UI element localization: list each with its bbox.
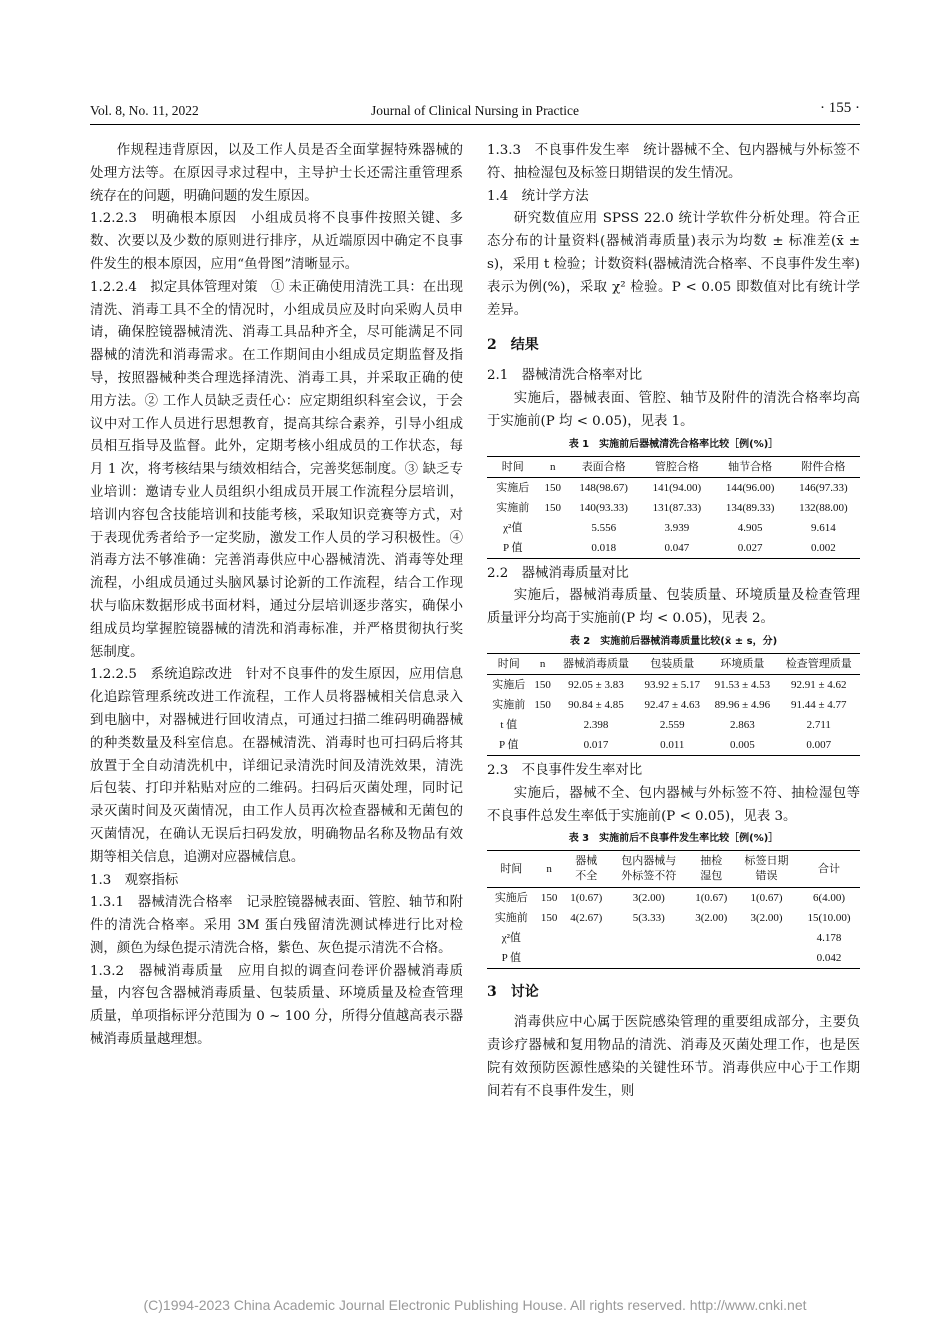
table-cell (531, 735, 555, 756)
body-paragraph: 1.2.2.3 明确根本原因 小组成员将不良事件按照关键、多数、次要以及少数的原则进行排序，从近端原因中确定不良事件发生的根本原因，应用“鱼骨图”清晰显示。 (90, 211, 463, 272)
table-cell: 4(2.67) (570, 912, 603, 925)
table-cell (536, 928, 563, 948)
table-cell: 2.863 (730, 718, 755, 731)
subsection-2-2-title: 2.2 器械消毒质量对比 (487, 565, 629, 581)
table-cell: 1(0.67) (695, 892, 728, 905)
table-cell: 1(0.67) (750, 892, 783, 905)
table1 (487, 456, 860, 559)
table-row (487, 518, 860, 538)
table-cell: 92.47 ± 4.63 (644, 698, 701, 711)
table-row (487, 695, 860, 715)
table-cell: 150 (544, 481, 562, 494)
table-header-cell: 时间 (500, 862, 523, 875)
table-cell: 4.905 (737, 521, 763, 534)
table-cell (539, 538, 568, 559)
subsection-2-2-text: 实施后，器械消毒质量、包装质量、环境质量及检查管理质量评分均高于实施前(P 均 < 0.05)，见表 2。 (487, 588, 860, 627)
table1-caption: 表 1 实施前后器械清洗合格率比较［例(%)］ (568, 438, 779, 450)
table-header-cell: 器械 不全 (575, 855, 598, 883)
table-cell (735, 928, 798, 948)
table-cell: 89.96 ± 4.96 (714, 698, 771, 711)
table-header-cell: 器械消毒质量 (562, 657, 629, 670)
table-row (487, 735, 860, 756)
table-header-cell: 附件合格 (801, 460, 846, 473)
table-header-cell: n (546, 862, 552, 875)
table-cell (536, 948, 563, 969)
table-cell: 实施前 (494, 912, 528, 925)
table-cell: 5(3.33) (632, 912, 665, 925)
body-paragraph: 研究数值应用 SPSS 22.0 统计学软件分析处理。符合正态分布的计量资料(器械消毒质量)表示为均数 ± 标准差(x̄ ± s)，采用 t 检验；计数资料(器械清洗合格率、不良事件发生率)表示为例(%)，采取 χ² 检验。P < 0.05 即数值对比有统计学差异。 (487, 211, 860, 318)
table-cell: 150 (540, 892, 558, 905)
table-cell: 148(98.67) (579, 481, 628, 494)
table-cell: 141(94.00) (652, 481, 702, 494)
left-column (90, 140, 463, 1052)
table-row (487, 538, 860, 559)
table-cell: 131(87.33) (652, 501, 702, 514)
table-row (487, 674, 860, 695)
table-cell (531, 715, 555, 735)
table-cell (735, 948, 798, 969)
table-cell: 实施后 (496, 481, 530, 494)
body-paragraph: 1.2.2.5 系统追踪改进 针对不良事件的发生原因，应用信息化追踪管理系统改进工作流程，工作人员将器械相关信息录入到电脑中，对器械进行回收清点，可通过扫描二维码明确器械的种类数量及科室信息。在器械清洗、消毒时也可扫码后将其放置于全自动清洗机中，详细记录清洗时间及清洗效果，清洗后包装、打印并粘贴对应的二维码。扫码后灭菌处理，同时记录灭菌时间及灭菌情况，由工作人员再次检查器械和无菌包的灭菌情况，在确认无误后扫码发放，明确物品名称及物品有效期等相关信息，追溯对应器械信息。 (90, 667, 463, 865)
table-cell: 2.559 (659, 718, 685, 731)
copyright-footer: (C)1994-2023 China Academic Journal Electronic Publishing House. All rights reserved. http://www.cnki.net (143, 1297, 807, 1313)
table-cell: 3(2.00) (632, 892, 665, 905)
table-cell: 3.939 (664, 521, 690, 534)
table-cell: 2.711 (806, 718, 831, 731)
table2 (487, 653, 860, 756)
table-cell: 140(93.33) (579, 501, 628, 514)
body-paragraph: 1.3.3 不良事件发生率 统计器械不全、包内器械与外标签不符、抽检湿包及标签日期错误的发生情况。 (487, 143, 860, 181)
table-cell: 92.91 ± 4.62 (790, 678, 847, 691)
table-cell: 90.84 ± 4.85 (568, 698, 624, 711)
section-discussion-title: 3 讨论 (487, 984, 539, 1001)
table-cell: 134(89.33) (725, 501, 775, 514)
table-cell (563, 948, 610, 969)
table-row (487, 948, 860, 969)
table-cell: 15(10.00) (807, 912, 851, 925)
table-cell: 实施前 (492, 698, 526, 711)
body-paragraph: 1.3.1 器械清洗合格率 记录腔镜器械表面、管腔、轴节和附件的清洗合格率。采用 3M 蛋白残留清洗测试棒进行比对检测，颜色为绿色提示清洗合格，紫色、灰色提示清洗不合格。 (90, 895, 463, 956)
subsection-2-1-text: 实施后，器械表面、管腔、轴节及附件的清洗合格率均高于实施前(P 均 < 0.05)，见表 1。 (487, 390, 860, 429)
table-header-cell: 包装质量 (650, 657, 695, 670)
subsection-heading: 1.3 观察指标 (90, 872, 179, 888)
table-cell (563, 928, 610, 948)
table-cell: 0.005 (730, 738, 755, 751)
header-rule (90, 124, 860, 125)
table-cell: t 值 (500, 718, 518, 731)
methods-continued (487, 140, 860, 322)
table-cell: 0.007 (806, 738, 832, 751)
table-cell: 2.398 (583, 718, 609, 731)
table-header-cell: 检查管理质量 (785, 657, 852, 670)
subsection-2-3-text: 实施后，器械不全、包内器械与外标签不符、抽检湿包等不良事件总发生率低于实施前(P < 0.05)，见表 3。 (487, 785, 860, 824)
table-cell: P 值 (501, 952, 522, 965)
table-row (487, 477, 860, 498)
subsection-heading: 1.4 统计学方法 (487, 188, 589, 204)
table-header-cell: 时间 (501, 460, 524, 473)
table-row (487, 928, 860, 948)
page-number: · 155 · (820, 100, 860, 116)
subsection-2-1-title: 2.1 器械清洗合格率对比 (487, 368, 643, 384)
table-header-cell: 合计 (818, 862, 841, 875)
table-cell: 0.042 (816, 952, 842, 965)
body-paragraph: 1.3.2 器械消毒质量 应用自拟的调查问卷评价器械消毒质量，内容包含器械消毒质量、包装质量、环境质量及检查管理质量，单项指标评分范围为 0 ~ 100 分，所得分值越高表示器械消毒质量越理想。 (90, 963, 463, 1048)
table-cell: 实施后 (494, 892, 528, 905)
table-cell: 3(2.00) (750, 912, 783, 925)
subsection-2-3-title: 2.3 不良事件发生率对比 (487, 762, 643, 778)
table-cell: 5.556 (591, 521, 617, 534)
table-cell: 0.027 (737, 541, 763, 554)
table-cell: 91.53 ± 4.53 (714, 678, 771, 691)
body-paragraph: 1.2.2.4 拟定具体管理对策 ① 未正确使用清洗工具：在出现清洗、消毒工具不全的情况时，小组成员应及时向采购人员申请，确保腔镜器械清洗、消毒工具品种齐全，尽可能满足不同器械的清洗和消毒需求。在工作期间由小组成员定期监督及指导，按照器械种类合理选择清洗、消毒工具，并采取正确的使用方法。② 工作人员缺乏责任心：应定期组织科室会议，于会议中对工作人员进行思想教育，提高其综合素养，引导小组成员相互指导及监督。此外，定期考核小组成员的工作状态，每月 1 次，将考核结果与绩效相结合，完善奖惩制度。③ 缺乏专业培训：邀请专业人员组织小组成员开展工作流程分层培训，培训内容包含技能培训和技能考核，采取知识竞赛等方式，对于表现优秀者给予一定奖励，激发工作人员的学习积极性。④ 消毒方法不够准确：完善消毒供应中心器械清洗、消毒等处理流程，小组成员通过头脑风暴讨论新的工作流程，结合工作现状与临床数据形成书面材料，通过分层培训逐步落实，确保小组成员均掌握腔镜器械的清洗和消毒标准，并严格贯彻执行奖惩制度。 (90, 279, 463, 660)
table-cell: 0.018 (591, 541, 617, 554)
table-cell: 0.002 (810, 541, 836, 554)
table-header-cell: 表面合格 (581, 460, 626, 473)
table3-caption: 表 3 实施前后不良事件发生率比较［例(%)］ (568, 833, 779, 845)
table-cell: 91.44 ± 4.77 (790, 698, 847, 711)
table-cell: 150 (540, 912, 558, 925)
table-cell: 实施前 (496, 501, 530, 514)
table-cell: 150 (534, 678, 551, 691)
table-row (487, 908, 860, 928)
page-header (90, 100, 860, 122)
table3 (487, 850, 860, 969)
table-cell: 144(96.00) (725, 481, 775, 494)
table-cell: χ²值 (501, 932, 521, 945)
table2-caption: 表 2 实施前后器械消毒质量比较(x̄ ± s，分) (569, 635, 778, 647)
right-column (487, 140, 860, 1103)
table-cell: 150 (544, 501, 562, 514)
table-row (487, 888, 860, 909)
table-cell: χ²值 (503, 521, 523, 534)
table-cell: 实施后 (492, 678, 526, 691)
table-header-cell: 标签日期 错误 (744, 855, 789, 883)
table-cell: 132(88.00) (799, 501, 848, 514)
table-cell: P 值 (499, 738, 519, 751)
table-cell: 9.614 (810, 521, 836, 534)
table-cell: 0.011 (660, 738, 685, 751)
table-cell: 1(0.67) (570, 892, 603, 905)
table-cell: P 值 (503, 541, 523, 554)
section-results-title: 2 结果 (487, 337, 539, 354)
table-row (487, 715, 860, 735)
table-header-cell: 管腔合格 (654, 460, 699, 473)
table-cell: 150 (534, 698, 551, 711)
table-cell (688, 928, 735, 948)
discussion-text: 消毒供应中心属于医院感染管理的重要组成部分，主要负责诊疗器械和复用物品的清洗、消毒及灭菌处理工作，也是医院有效预防医源性感染的关键性环节。消毒供应中心于工作期间若有不良事件发生，则 (487, 1015, 860, 1099)
table-header-cell: 抽检 湿包 (700, 855, 723, 883)
table-cell: 0.017 (583, 738, 609, 751)
table-cell (610, 928, 688, 948)
table-header-cell: 包内器械与 外标签不符 (621, 855, 677, 883)
journal-volume: Vol. 8, No. 11, 2022 (90, 103, 199, 118)
table-cell: 93.92 ± 5.17 (644, 678, 701, 691)
table-cell: 146(97.33) (799, 481, 848, 494)
journal-title: Journal of Clinical Nursing in Practice (370, 103, 580, 118)
table-cell: 6(4.00) (812, 892, 846, 905)
table-cell: 4.178 (816, 932, 842, 945)
table-header-cell: 时间 (497, 657, 520, 670)
table-cell (610, 948, 688, 969)
table-row (487, 498, 860, 518)
table-header-cell: n (550, 460, 556, 473)
table-cell (539, 518, 568, 538)
table-cell (688, 948, 735, 969)
table-cell: 92.05 ± 3.83 (568, 678, 624, 691)
body-paragraph: 作规程违背原因，以及工作人员是否全面掌握特殊器械的处理方法等。在原因寻求过程中，主导护士长还需注重管理系统存在的问题，明确问题的发生原因。 (90, 143, 463, 204)
table-header-cell: 轴节合格 (728, 460, 773, 473)
table-header-cell: n (539, 657, 546, 670)
table-header-cell: 环境质量 (720, 657, 765, 670)
table-cell: 0.047 (664, 541, 690, 554)
table-cell: 3(2.00) (695, 912, 728, 925)
